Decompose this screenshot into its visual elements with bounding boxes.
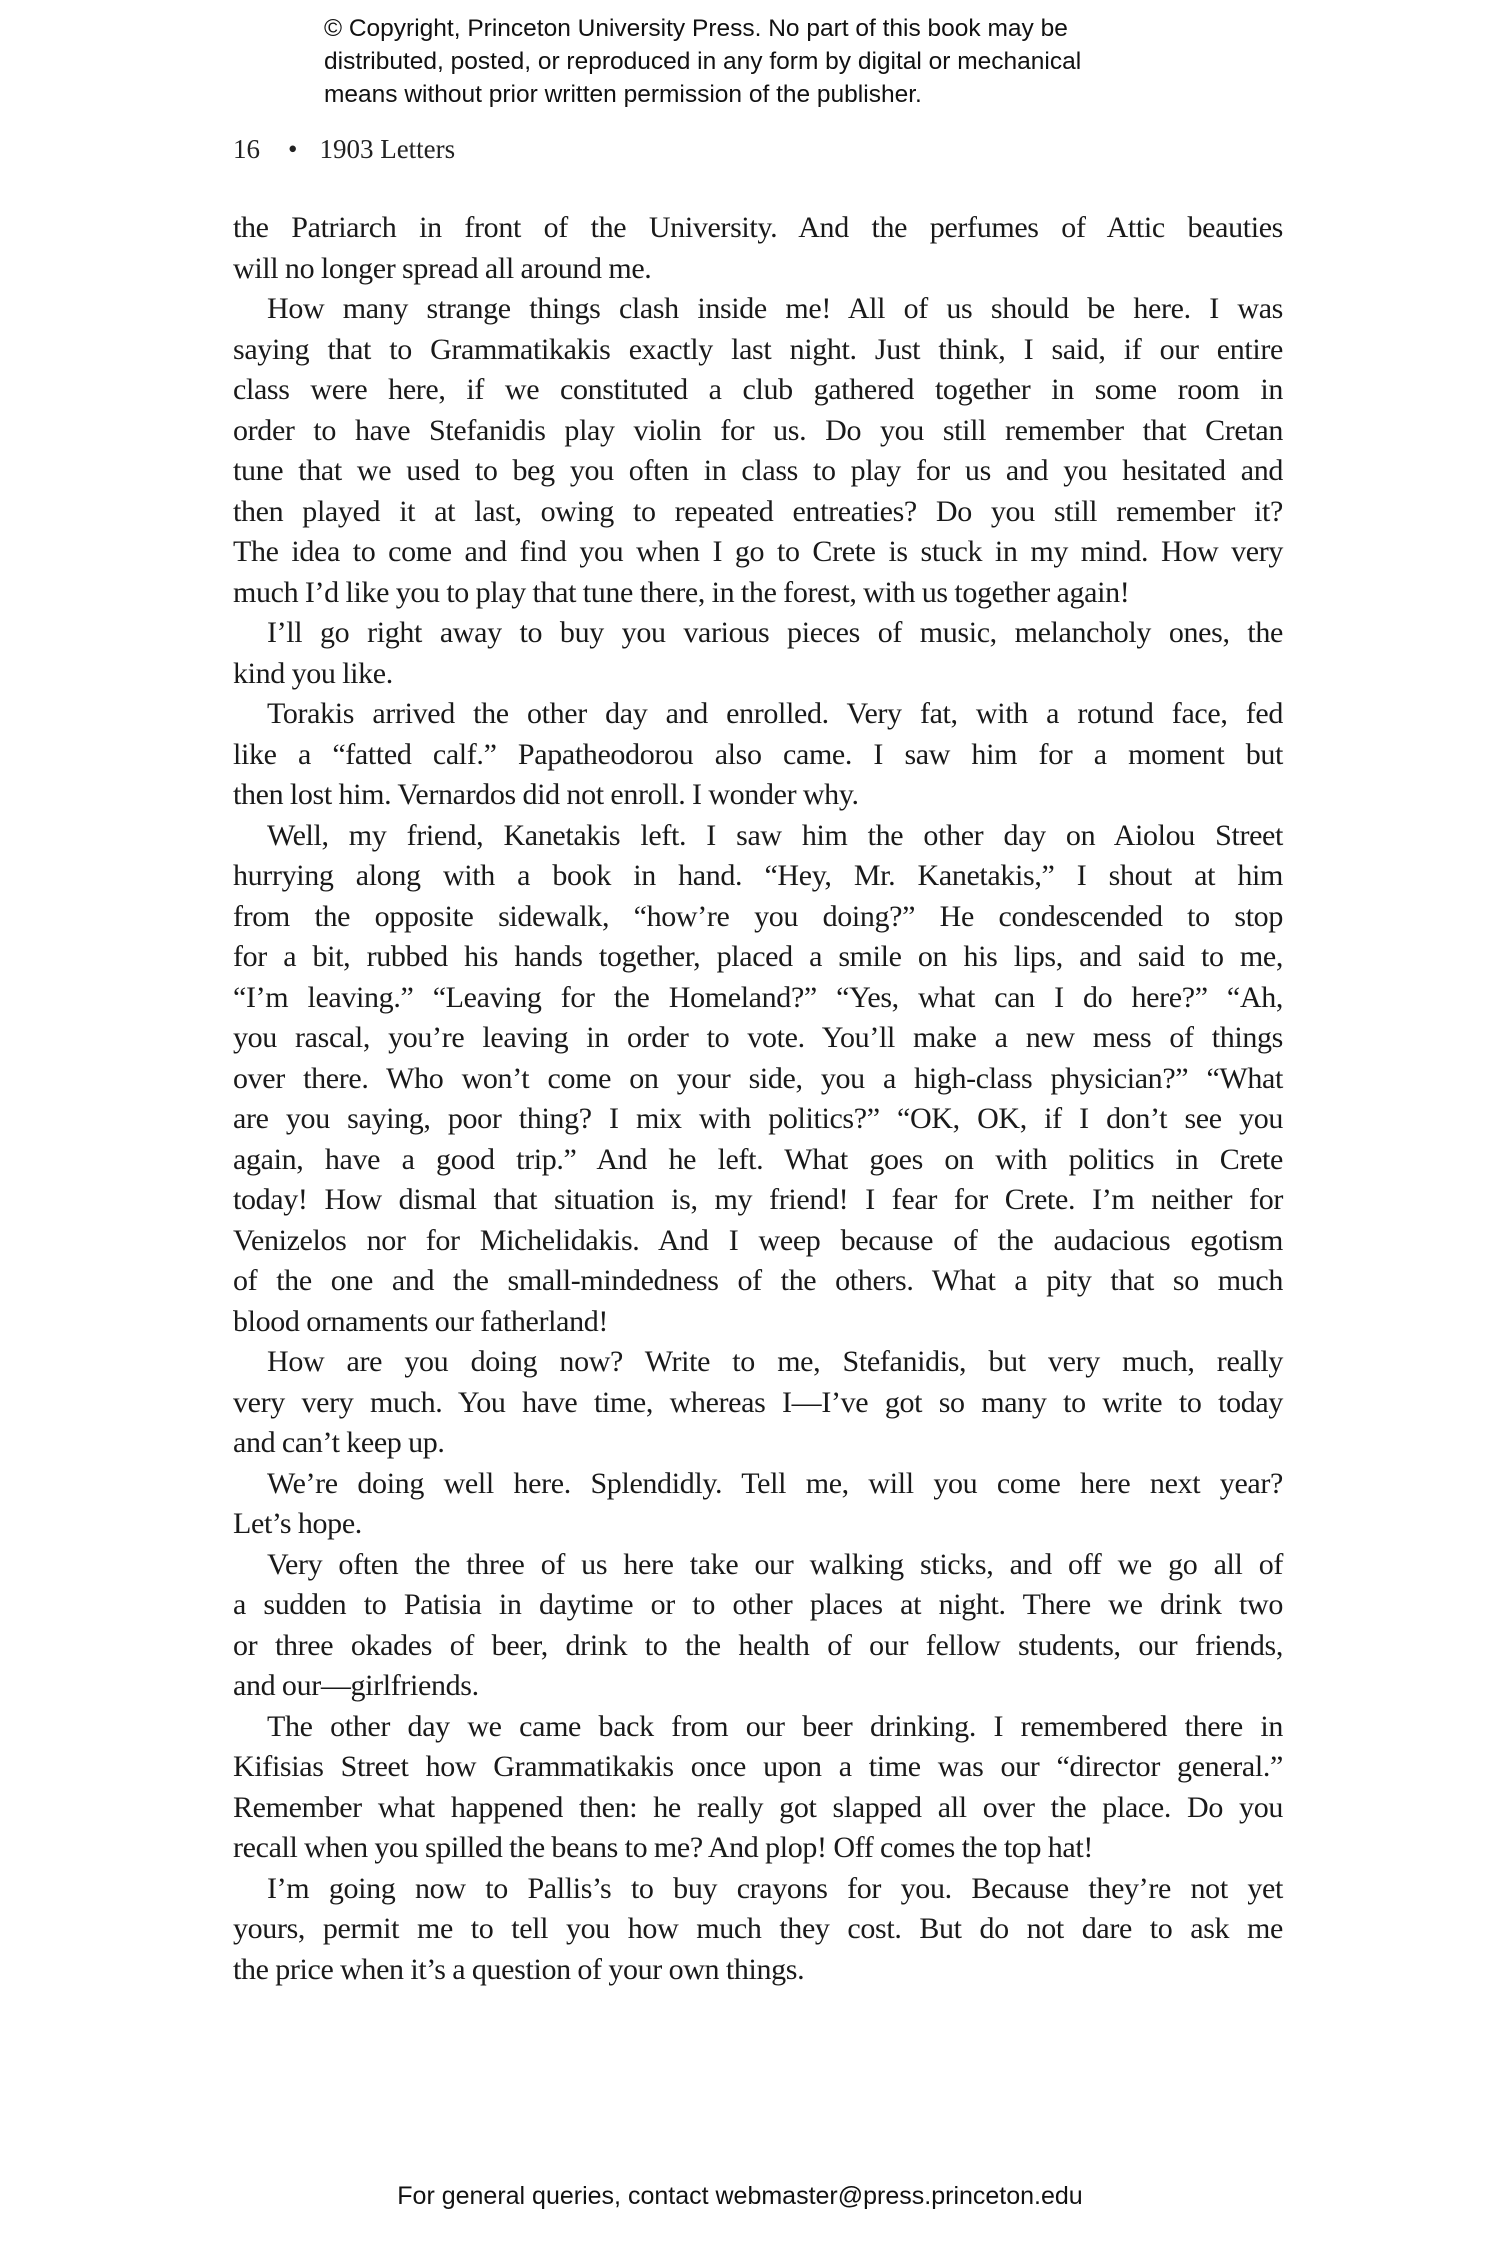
text-line: will no longer spread all around me. <box>233 251 652 285</box>
text-line: and our—girlfriends. <box>233 1669 479 1702</box>
copyright-line: © Copyright, Princeton University Press. No part of this book may be <box>324 15 1068 42</box>
text-line: Kifisias Street how Grammatikakis once upon a time was our “director general.” <box>233 1750 1283 1783</box>
text-line: I’ll go right away to buy you various pieces of music, melancholy ones, the <box>267 616 1283 649</box>
text-line: I’m going now to Pallis’s to buy crayons for you. Because they’re not yet <box>267 1871 1283 1905</box>
paragraph <box>233 1545 1283 1707</box>
text-line: tune that we used to beg you often in class to play for us and you hesitated and <box>233 454 1283 487</box>
paragraph <box>233 208 1283 289</box>
paragraph <box>233 816 1283 1343</box>
text-line: are you saying, poor thing? I mix with politics?” “OK, OK, if I don’t see you <box>233 1102 1283 1135</box>
text-line: and can’t keep up. <box>233 1426 445 1459</box>
text-line: Very often the three of us here take our walking sticks, and off we go all of <box>267 1547 1283 1581</box>
running-head <box>233 134 455 165</box>
copyright-line: distributed, posted, or reproduced in any form by digital or mechanical <box>324 48 1082 75</box>
section-title: 1903 Letters <box>319 134 456 164</box>
text-line: a sudden to Patisia in daytime or to other places at night. There we drink two <box>233 1588 1283 1621</box>
text-line: for a bit, rubbed his hands together, placed a smile on his lips, and said to me, <box>233 940 1283 973</box>
text-line: How many strange things clash inside me! All of us should be here. I was <box>267 292 1283 325</box>
paragraph <box>233 694 1283 816</box>
text-line: We’re doing well here. Splendidly. Tell me, will you come here next year? <box>267 1466 1283 1500</box>
text-line: the price when it’s a question of your own things. <box>233 1952 805 1986</box>
text-line: recall when you spilled the beans to me? And plop! Off comes the top hat! <box>233 1831 1093 1864</box>
page-number: 16 <box>233 134 260 164</box>
text-line: again, have a good trip.” And he left. What goes on with politics in Crete <box>233 1142 1283 1176</box>
text-line: The idea to come and find you when I go to Crete is stuck in my mind. How very <box>233 535 1283 568</box>
text-line: Well, my friend, Kanetakis left. I saw him the other day on Aiolou Street <box>267 818 1283 852</box>
copyright-notice <box>324 12 1224 111</box>
text-line: Let’s hope. <box>233 1507 362 1540</box>
text-line: much I’d like you to play that tune there, in the forest, with us together again! <box>233 575 1130 609</box>
text-line: the Patriarch in front of the University. And the perfumes of Attic beauties <box>233 211 1283 244</box>
text-line: class were here, if we constituted a club gathered together in some room in <box>233 373 1283 406</box>
text-line: hurrying along with a book in hand. “Hey, Mr. Kanetakis,” I shout at him <box>233 859 1283 892</box>
paragraph <box>233 1869 1283 1991</box>
text-line: over there. Who won’t come on your side, you a high-class physician?” “What <box>233 1061 1283 1095</box>
text-line: kind you like. <box>233 656 393 690</box>
separator-bullet: • <box>288 134 298 164</box>
paragraph <box>233 289 1283 613</box>
text-line: yours, permit me to tell you how much they cost. But do not dare to ask me <box>233 1912 1283 1945</box>
text-line: Remember what happened then: he really got slapped all over the place. Do you <box>233 1790 1283 1824</box>
text-line: blood ornaments our fatherland! <box>233 1304 609 1338</box>
text-line: of the one and the small-mindedness of the others. What a pity that so much <box>233 1264 1283 1297</box>
text-line: order to have Stefanidis play violin for us. Do you still remember that Cretan <box>233 413 1283 447</box>
text-line: very very much. You have time, whereas I—I’ve got so many to write to today <box>233 1385 1283 1419</box>
text-line: or three okades of beer, drink to the health of our fellow students, our friends, <box>233 1628 1283 1662</box>
text-line: saying that to Grammatikakis exactly last night. Just think, I said, if our entire <box>233 332 1283 366</box>
text-line: Torakis arrived the other day and enrolled. Very fat, with a rotund face, fed <box>267 697 1283 730</box>
text-line: from the opposite sidewalk, “how’re you doing?” He condescended to stop <box>233 899 1283 933</box>
text-line: today! How dismal that situation is, my friend! I fear for Crete. I’m neither for <box>233 1183 1283 1216</box>
paragraph <box>233 1342 1283 1464</box>
paragraph <box>233 1707 1283 1869</box>
text-line: then lost him. Vernardos did not enroll. I wonder why. <box>233 778 859 811</box>
paragraph <box>233 1464 1283 1545</box>
text-line: then played it at last, owing to repeated entreaties? Do you still remember it? <box>233 494 1283 528</box>
footer-contact: For general queries, contact webmaster@press.princeton.edu <box>397 2182 1083 2210</box>
text-line: like a “fatted calf.” Papatheodorou also came. I saw him for a moment but <box>233 737 1283 771</box>
text-line: How are you doing now? Write to me, Stefanidis, but very much, really <box>267 1345 1283 1378</box>
text-line: Venizelos nor for Michelidakis. And I weep because of the audacious egotism <box>233 1223 1283 1257</box>
text-line: you rascal, you’re leaving in order to vote. You’ll make a new mess of things <box>233 1021 1283 1054</box>
paragraph <box>233 613 1283 694</box>
body-text <box>233 208 1283 1990</box>
copyright-line: means without prior written permission of the publisher. <box>324 81 922 108</box>
text-line: The other day we came back from our beer drinking. I remembered there in <box>267 1709 1283 1743</box>
text-line: “I’m leaving.” “Leaving for the Homeland?” “Yes, what can I do here?” “Ah, <box>233 980 1283 1014</box>
